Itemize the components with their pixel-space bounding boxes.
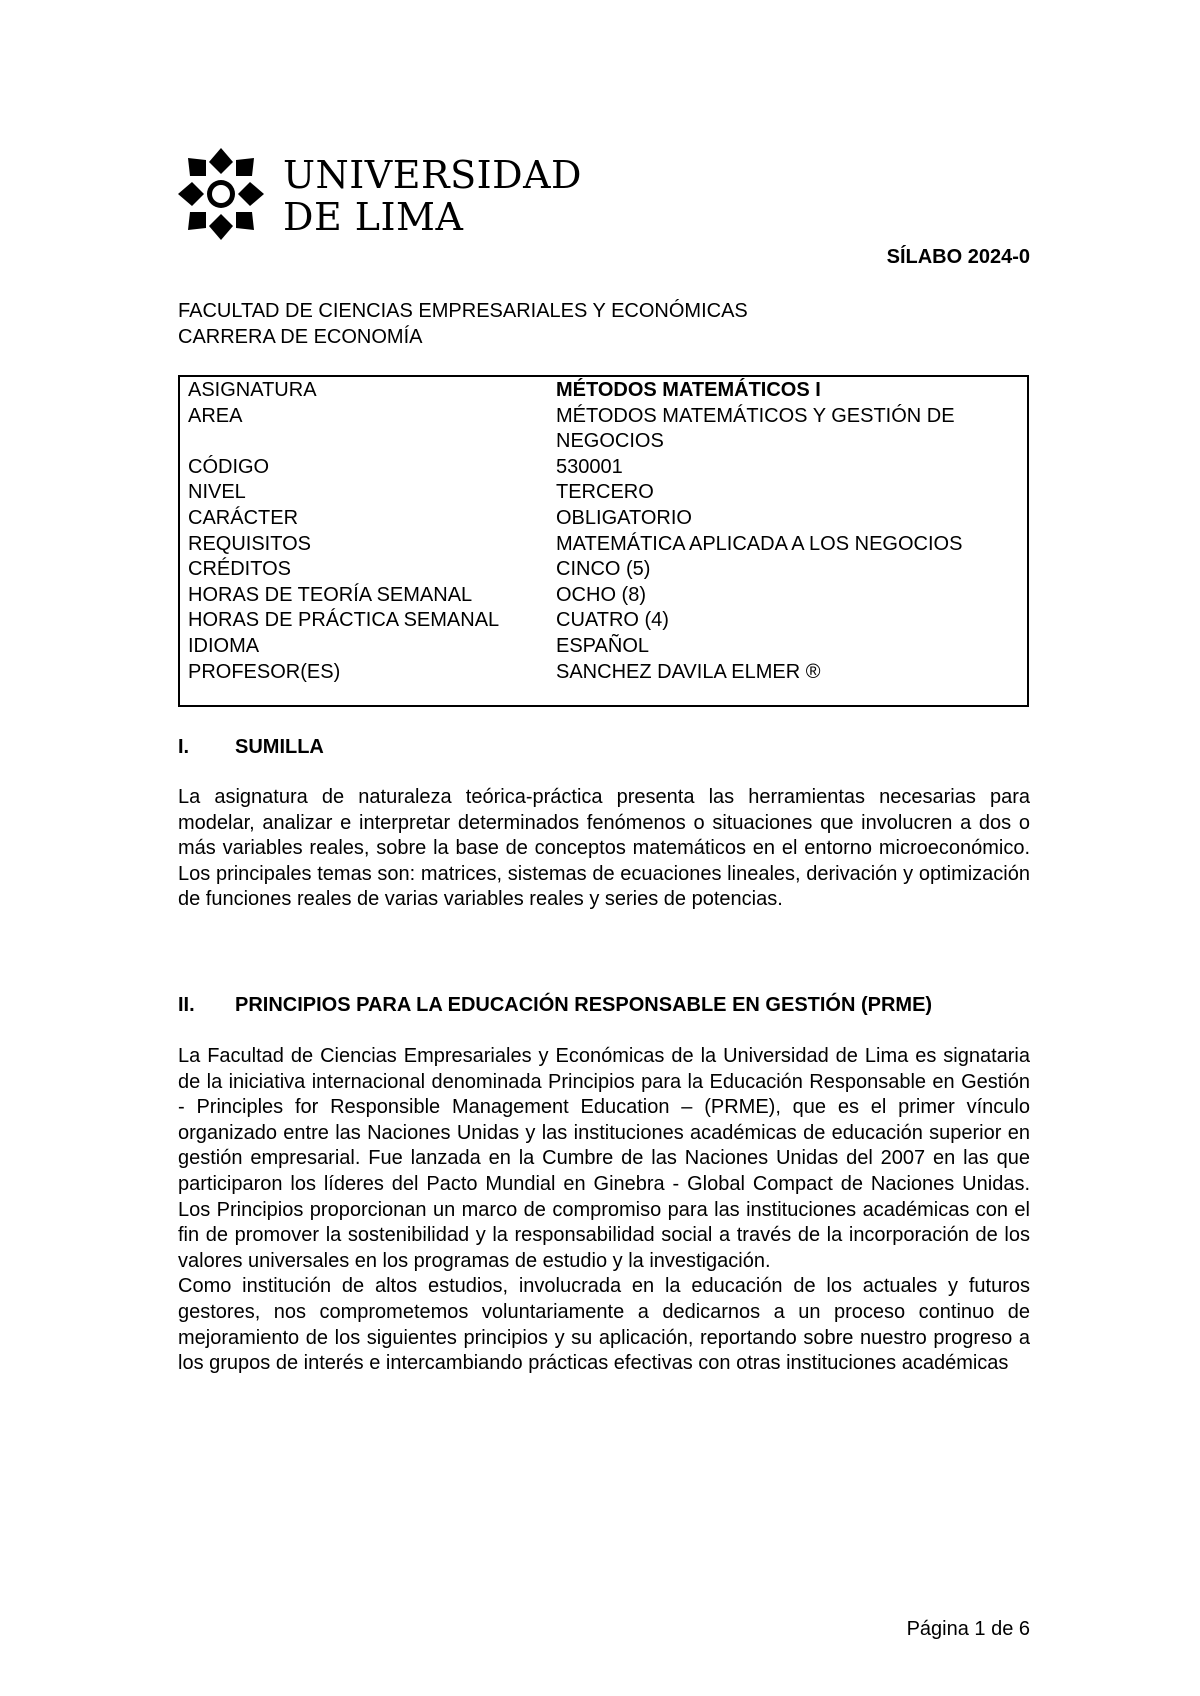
info-value: OCHO (8): [556, 583, 646, 606]
info-key: NIVEL: [188, 481, 246, 504]
section-heading-prme: [178, 994, 932, 1017]
info-row: [188, 634, 1027, 660]
logo-line-2: DE LIMA: [283, 195, 464, 239]
info-row: [188, 660, 1027, 686]
faculty-heading: [178, 298, 748, 350]
course-info-table: [178, 375, 1029, 707]
info-key: HORAS DE TEORÍA SEMANAL: [188, 583, 473, 606]
sumilla-paragraph: [178, 785, 1030, 913]
info-key: PROFESOR(ES): [188, 660, 341, 683]
info-key: HORAS DE PRÁCTICA SEMANAL: [188, 609, 500, 632]
prme-paragraphs: [178, 1044, 1030, 1377]
info-key: CÓDIGO: [188, 455, 270, 478]
info-row: [188, 506, 1027, 532]
university-logo: [176, 144, 582, 244]
paragraph-text: La Facultad de Ciencias Empresariales y Económicas de la Universidad de Lima es signataria de la iniciativa internacional denominada Principios para la Educación Responsable en Gestión - Principles for Responsible Management Education – (PRME), que es el primer vínculo organizado entre las Naciones Unidas y las instituciones académicas de educación superior en gestión empresarial. Fue lanzada en la Cumbre de las Naciones Unidas del 2007 en las que participaron los líderes del Pacto Mundial en Ginebra - Global Compact de Naciones Unidas. Los Principios proporcionan un marco de compromiso para las instituciones académicas con el fin de promover la sostenibilidad y la responsabilidad social a través de la incorporación de los valores universales en los programas de estudio y la investigación.: [178, 1045, 1030, 1272]
faculty-name: FACULTAD DE CIENCIAS EMPRESARIALES Y ECONÓMICAS: [178, 300, 748, 322]
section-number: II.: [178, 994, 195, 1016]
info-row: [188, 480, 1027, 506]
info-key: ASIGNATURA: [188, 379, 317, 401]
info-value: OBLIGATORIO: [556, 506, 692, 529]
syllabus-code: SÍLABO 2024-0: [886, 246, 1030, 268]
section-title: SUMILLA: [235, 736, 324, 758]
info-value: MÉTODOS MATEMÁTICOS Y GESTIÓN DE NEGOCIOS: [556, 404, 955, 453]
info-value: CUATRO (4): [556, 609, 669, 632]
info-row: [188, 378, 1027, 404]
info-row: [188, 532, 1027, 558]
info-key: IDIOMA: [188, 634, 260, 657]
info-value: CINCO (5): [556, 558, 651, 581]
info-value: 530001: [556, 455, 623, 478]
info-value: SANCHEZ DAVILA ELMER ®: [556, 660, 821, 683]
info-key: REQUISITOS: [188, 532, 311, 555]
section-number: I.: [178, 736, 190, 758]
info-value: TERCERO: [556, 481, 654, 504]
info-key: AREA: [188, 404, 243, 427]
page-number: Página 1 de 6: [906, 1618, 1030, 1640]
section-title: PRINCIPIOS PARA LA EDUCACIÓN RESPONSABLE EN GESTIÓN (PRME): [235, 994, 933, 1016]
info-row: [188, 608, 1027, 634]
info-value: MÉTODOS MATEMÁTICOS I: [556, 379, 821, 401]
career-name: CARRERA DE ECONOMÍA: [178, 326, 423, 348]
paragraph-text: La asignatura de naturaleza teórica-práctica presenta las herramientas necesarias para modelar, analizar e interpretar determinados fenómenos o situaciones que involucren a dos o más variables reales, sobre la base de conceptos matemáticos en el entorno microeconómico. Los principales temas son: matrices, sistemas de ecuaciones lineales, derivación y optimización de funciones reales de varias variables reales y series de potencias.: [178, 786, 1030, 911]
logo-line-1: UNIVERSIDAD: [283, 153, 582, 197]
info-row: [188, 557, 1027, 583]
section-heading-sumilla: [178, 736, 324, 759]
info-value: ESPAÑOL: [556, 634, 649, 657]
paragraph-text: Como institución de altos estudios, involucrada en la educación de los actuales y futuros gestores, nos comprometemos voluntariamente a dedicarnos a un proceso continuo de mejoramiento de los siguientes principios y su aplicación, reportando sobre nuestro progreso a los grupos de interés e intercambiando prácticas efectivas con otras instituciones académicas: [178, 1275, 1030, 1375]
info-key: CARÁCTER: [188, 506, 299, 529]
info-value: MATEMÁTICA APLICADA A LOS NEGOCIOS: [556, 532, 963, 555]
star-emblem-icon: [176, 144, 266, 244]
info-row: [188, 583, 1027, 609]
info-row: [188, 455, 1027, 481]
info-key: CRÉDITOS: [188, 558, 291, 581]
info-row: [188, 404, 1027, 455]
